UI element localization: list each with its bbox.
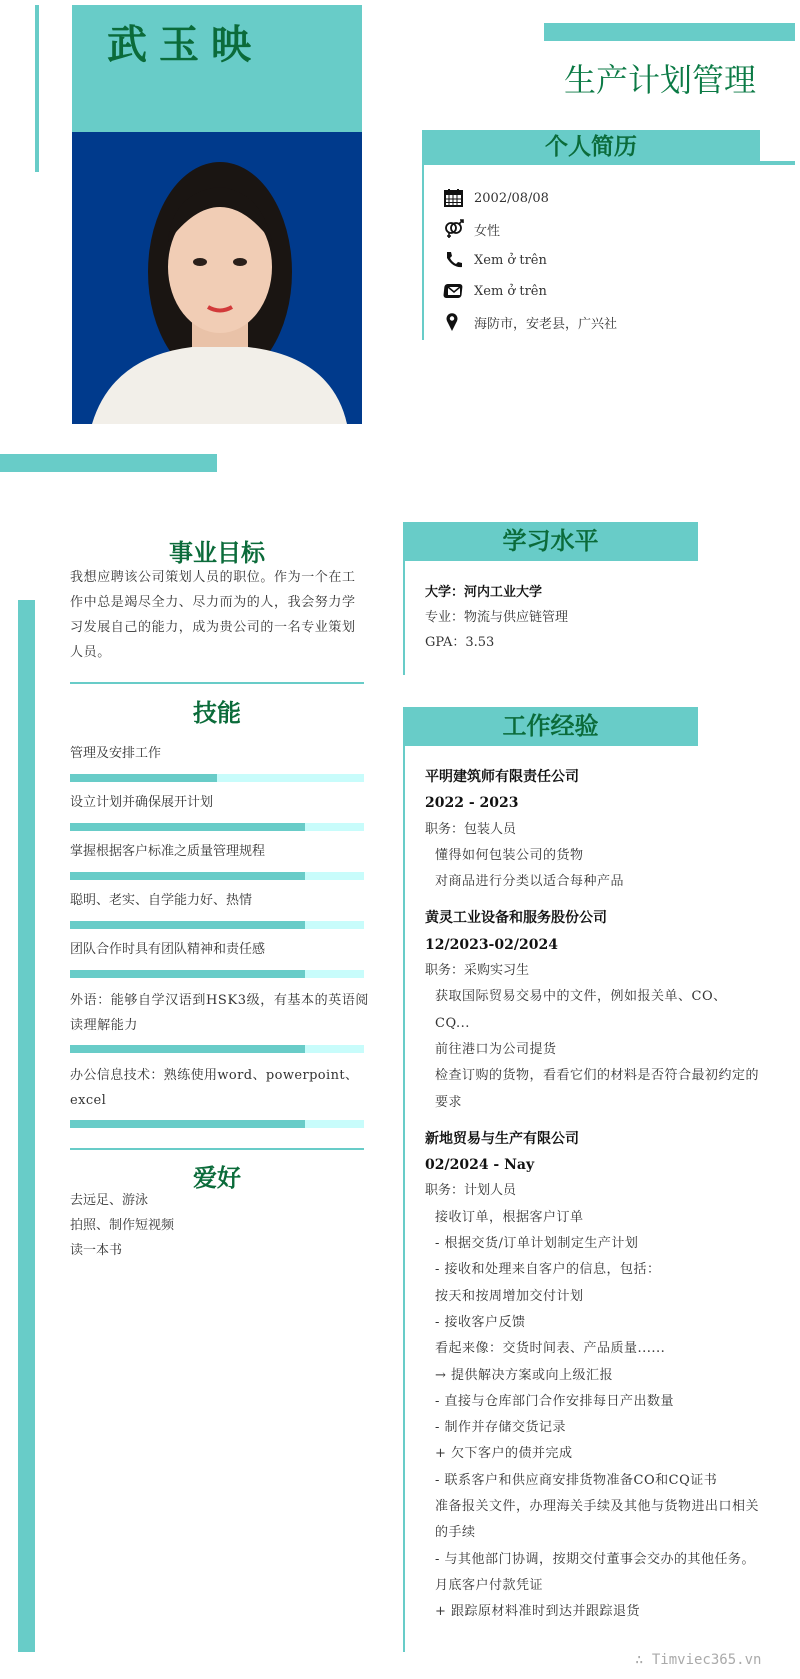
skill-label: 办公信息技术：熟练使用word、powerpoint、excel (70, 1068, 359, 1108)
job-entry (425, 905, 760, 1125)
job-detail: 对商品进行分类以适合每种产品 (435, 874, 625, 890)
job-detail: 前往港口为公司提货 (435, 1041, 557, 1057)
job-detail: 看起来像：交货时间表、产品质量...... (435, 1341, 666, 1357)
skill-bar (70, 1045, 364, 1053)
accent-bar-left (18, 600, 35, 1652)
job-period: 12/2023-02/2024 (425, 936, 558, 953)
skill-bar-fill (70, 1120, 305, 1128)
education-heading: 学习水平 (502, 527, 599, 555)
spacer (425, 1626, 760, 1636)
skill-label: 外语：能够自学汉语到HSK3级，有基本的英语阅读理解能力 (70, 993, 370, 1033)
job-detail: 获取国际贸易交易中的文件，例如报关单、CO、CQ... (435, 989, 727, 1031)
info-gender (443, 219, 500, 239)
spacer (425, 1116, 760, 1126)
hobbies-heading: 爱好 (193, 1164, 241, 1192)
job-entry (425, 1126, 760, 1636)
job-company: 黄灵工业设备和服务股份公司 (425, 910, 607, 927)
job-detail: + 欠下客户的债并完成 (435, 1446, 573, 1462)
skill-label: 掌握根据客户标准之质量管理规程 (70, 844, 266, 859)
skill-bar-fill (70, 823, 305, 831)
location-icon (443, 312, 465, 332)
name-box (72, 5, 362, 132)
spacer (425, 895, 760, 905)
job-detail: 检查订购的货物，看看它们的材料是否符合最初约定的要求 (435, 1068, 760, 1110)
phone-icon (443, 250, 465, 270)
hobbies-divider (70, 1148, 364, 1150)
hobby-item: 拍照、制作短视频 (70, 1218, 175, 1233)
job-detail: 准备报关文件，办理海关手续及其他与货物进出口相关的手续 (435, 1499, 760, 1541)
accent-bar-middle (0, 454, 217, 472)
skill-bar (70, 872, 364, 880)
job-detail: 月底客户付款凭证 (435, 1577, 544, 1593)
accent-bar-top-left (35, 5, 39, 172)
job-detail: - 与其他部门协调，按期交付董事会交办的其他任务。 (435, 1551, 756, 1567)
job-detail: - 制作并存储交货记录 (435, 1420, 567, 1436)
calendar-icon (443, 188, 465, 208)
job-detail: - 接收和处理来自客户的信息，包括： (435, 1262, 661, 1278)
experience-heading: 工作经验 (502, 712, 599, 740)
watermark: ∴ Timviec365.vn (635, 1652, 762, 1668)
job-entry (425, 764, 760, 905)
info-address (443, 312, 617, 332)
gender-icon (443, 219, 465, 239)
education-major: 专业：物流与供应链管理 (425, 610, 569, 625)
skill-bar (70, 774, 364, 782)
education-border (403, 561, 405, 675)
job-period: 2022 - 2023 (425, 795, 519, 812)
experience-list (425, 764, 760, 1636)
skill-bar-fill (70, 1045, 305, 1053)
job-detail: + 跟踪原材料准时到达并跟踪退货 (435, 1604, 641, 1620)
phone: Xem ở trên (474, 252, 547, 268)
profile-heading: 个人简历 (545, 134, 637, 160)
gender: 女性 (474, 223, 501, 239)
experience-header (403, 707, 698, 746)
education-school: 大学：河内工业大学 (425, 585, 543, 600)
education-gpa: GPA：3.53 (425, 635, 495, 650)
email-icon (443, 281, 465, 301)
skill-label: 设立计划并确保展开计划 (70, 795, 214, 810)
hobby-item: 去远足、游泳 (70, 1193, 149, 1208)
candidate-name: 武玉映 (107, 22, 263, 68)
hobbies-list (70, 1188, 174, 1263)
job-role: 职务：包装人员 (425, 821, 517, 837)
job-role: 职务：计划人员 (425, 1183, 517, 1199)
objective-heading: 事业目标 (169, 539, 265, 567)
job-detail: 懂得如何包装公司的货物 (435, 847, 584, 863)
job-detail: - 直接与仓库部门合作安排每日产出数量 (435, 1393, 675, 1409)
profile-photo (72, 132, 362, 424)
job-company: 新地贸易与生产有限公司 (425, 1130, 579, 1147)
accent-bar-top-right (544, 23, 795, 41)
job-detail: 按天和按周增加交付计划 (435, 1288, 584, 1304)
skill-bar (70, 1120, 364, 1128)
education-header (403, 522, 698, 561)
skill-label: 聪明、老实、自学能力好、热情 (70, 893, 253, 908)
skill-label: 团队合作时具有团队精神和责任感 (70, 942, 266, 957)
skill-bar (70, 970, 364, 978)
info-email (443, 281, 547, 301)
job-detail: - 接收客户反馈 (435, 1314, 526, 1330)
skill-label: 管理及安排工作 (70, 746, 162, 761)
info-phone (443, 250, 547, 270)
profile-border (422, 165, 424, 340)
profile-header-line (760, 161, 795, 165)
job-company: 平明建筑师有限责任公司 (425, 769, 579, 785)
skill-bar-fill (70, 921, 305, 929)
email: Xem ở trên (474, 283, 547, 299)
skill-bar-fill (70, 872, 305, 880)
skill-bar (70, 921, 364, 929)
skills-heading: 技能 (193, 699, 241, 727)
education-details (425, 580, 568, 655)
job-role: 职务：采购实习生 (425, 963, 530, 979)
job-title: 生产计划管理 (563, 61, 756, 99)
info-birthdate (443, 188, 549, 208)
birthdate: 2002/08/08 (474, 190, 549, 206)
job-detail: - 根据交货/订单计划制定生产计划 (435, 1236, 639, 1252)
objective-text: 我想应聘该公司策划人员的职位。作为一个在工作中总是竭尽全力、尽力而为的人，我会努力学习发展自己的能力，成为贵公司的一名专业策划人员。 (70, 570, 356, 660)
hobby-item: 读一本书 (70, 1243, 123, 1258)
profile-header (422, 130, 760, 165)
job-detail: - 联系客户和供应商安排货物准备CO和CQ证书 (435, 1472, 718, 1488)
job-detail: 接收订单，根据客户订单 (435, 1209, 584, 1225)
skill-bar-fill (70, 774, 217, 782)
job-period: 02/2024 - Nay (425, 1157, 535, 1174)
skill-bar (70, 823, 364, 831)
job-detail: → 提供解决方案或向上级汇报 (435, 1367, 614, 1383)
experience-border (403, 746, 405, 1652)
skills-divider (70, 682, 364, 684)
address: 海防市，安老县，广兴社 (474, 316, 618, 332)
skill-bar-fill (70, 970, 305, 978)
